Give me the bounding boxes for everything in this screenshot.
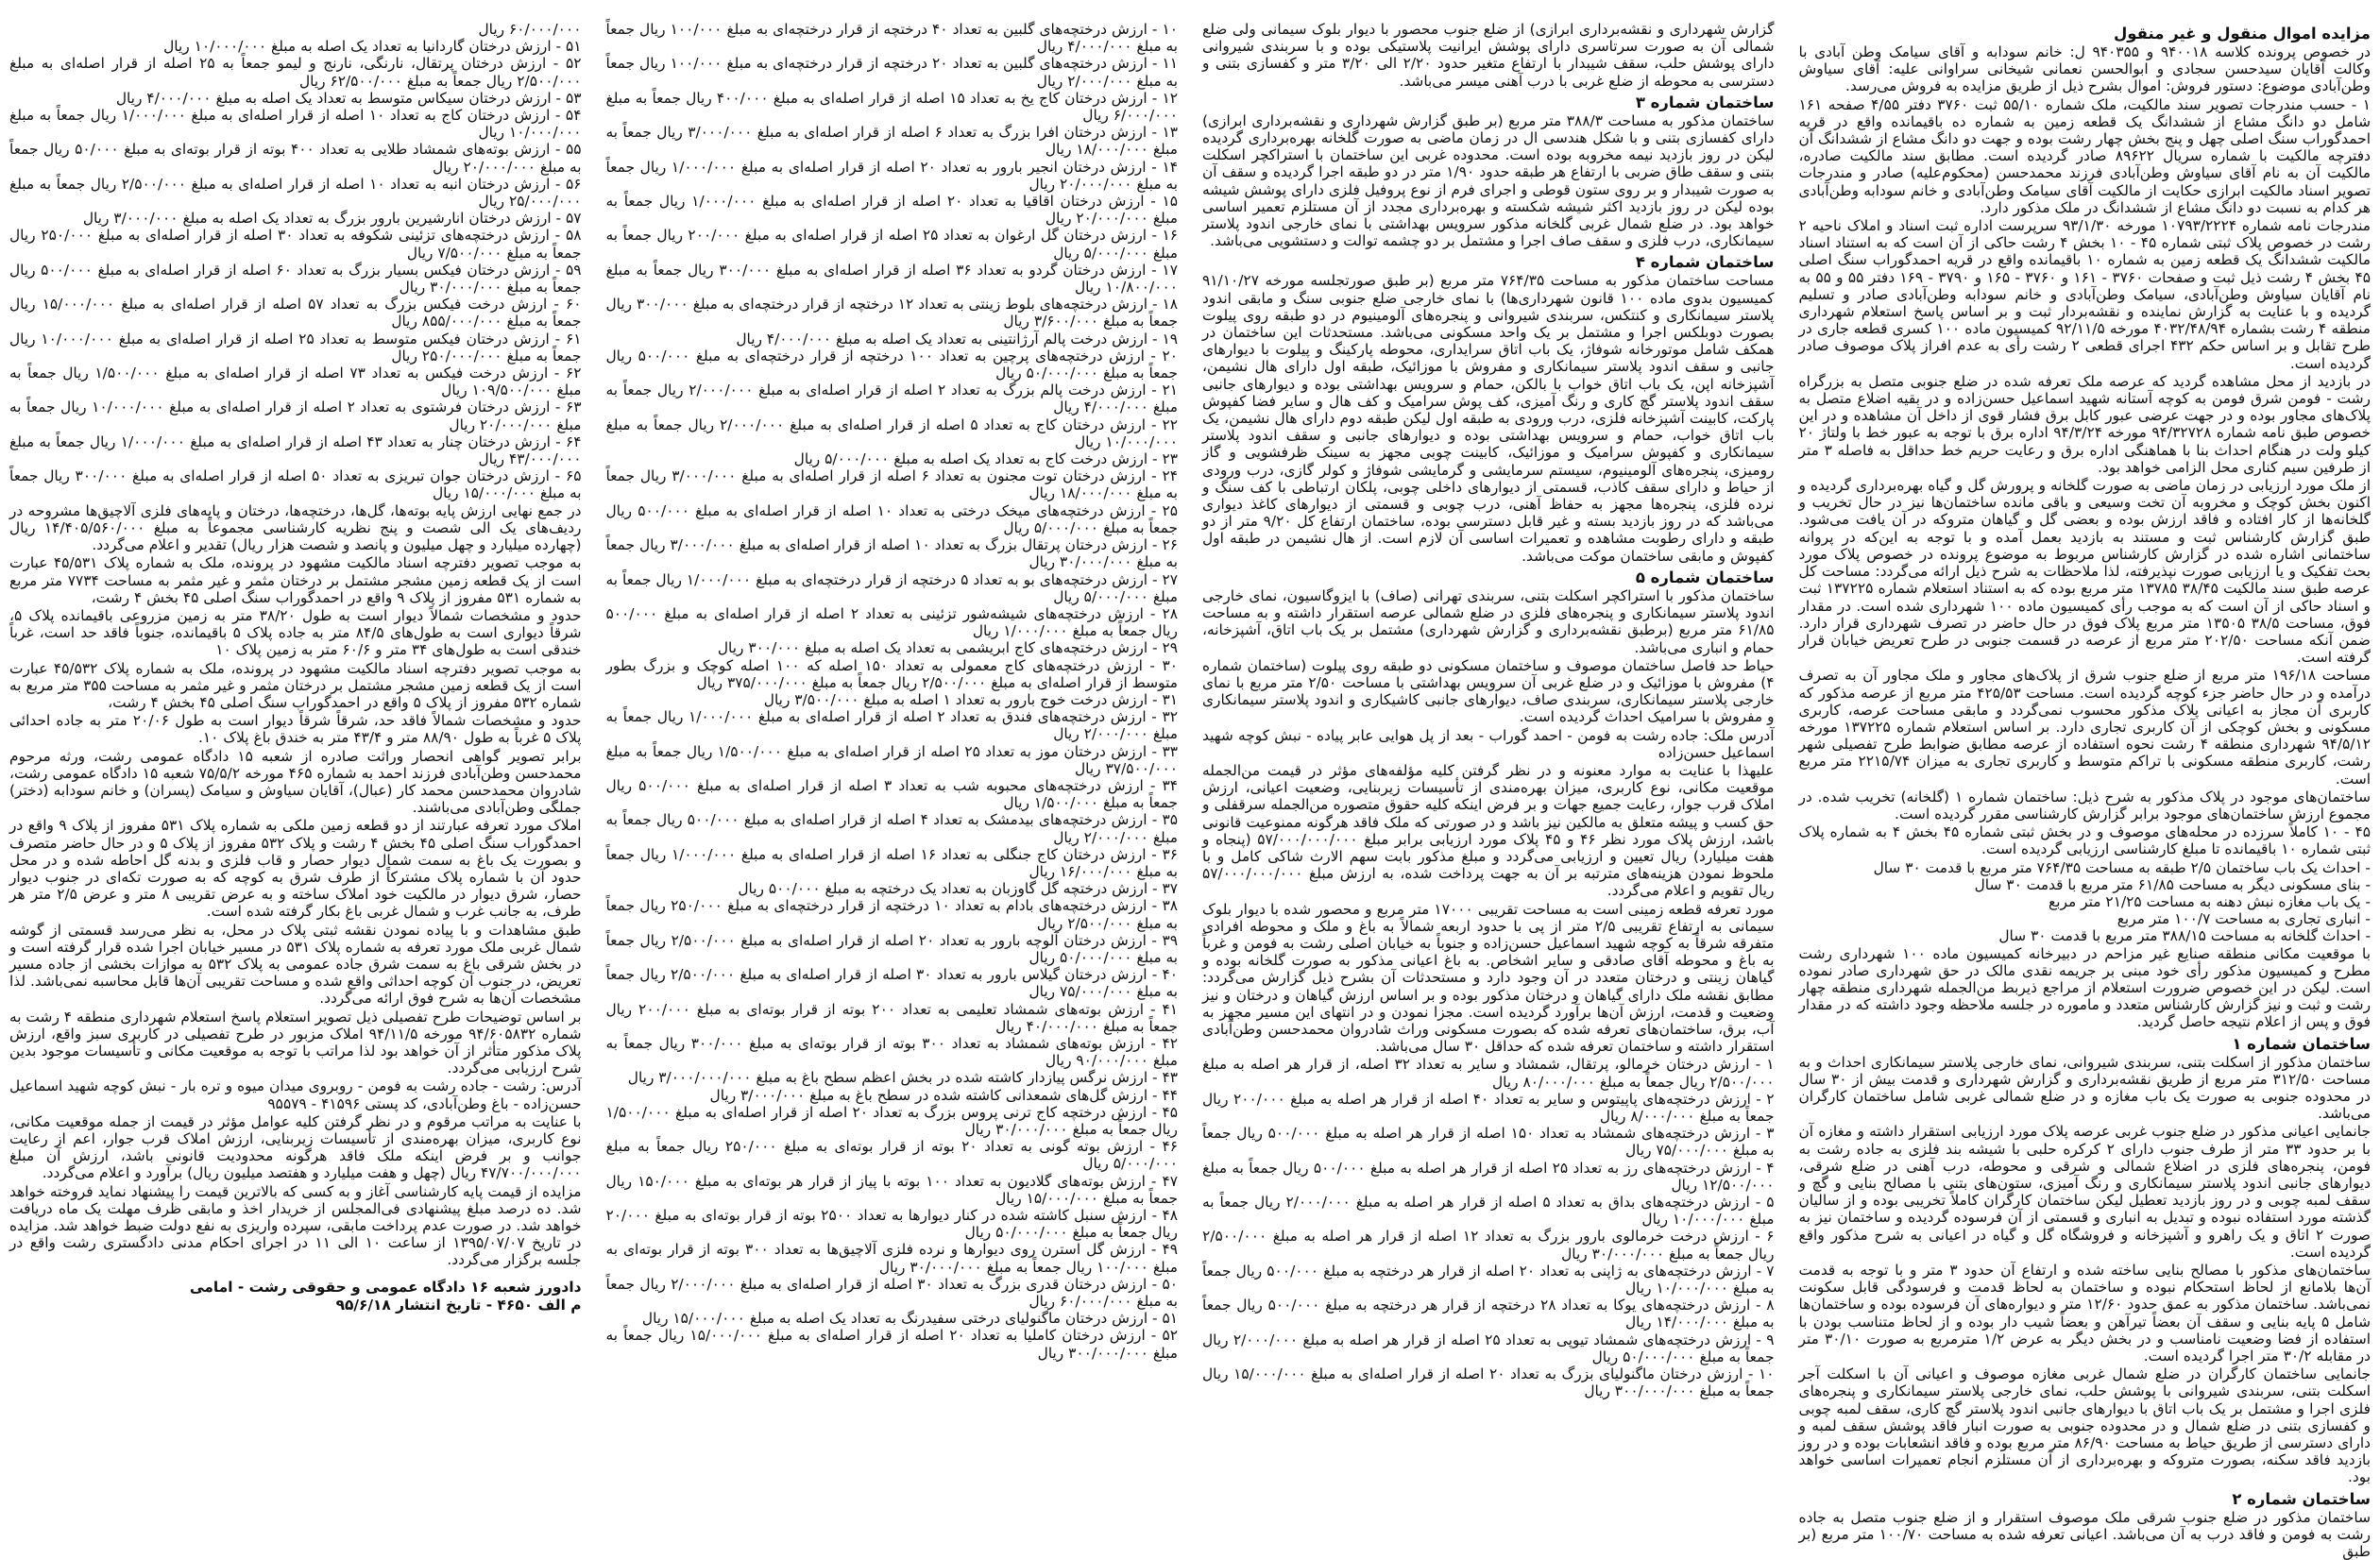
section-heading: ساختمان شماره ۱ [2232,1034,2371,1053]
list-item: ۶۲ - ارزش درخت فیکس به تعداد ۷۳ اصله از قرار اصله‌ای به مبلغ ۱/۵۰۰/۰۰۰ ریال جمعاً به مبلغ ۱۰۹/۵۰۰/۰۰۰ ریال [9,365,582,399]
list-item: ۳۸ - ارزش درختچه‌های بادام به تعداد ۱۰ درختچه از قرار درختچه‌ای به مبلغ ۲۵۰/۰۰۰ ریال جمعاً به مبلغ ۲/۵۰۰/۰۰۰ ریال [605,897,1179,932]
list-item: ۱۳ - ارزش درختان افرا بزرگ به تعداد ۶ اصله از قرار اصله‌ای به مبلغ ۳/۰۰۰/۰۰۰ ریال جمعاً به مبلغ ۱۸/۰۰۰/۰۰۰ ریال [605,124,1178,159]
paragraph: به موجب تصویر دفترچه اسناد مالکیت مشهود در پرونده، ملک به شماره پلاک ۴۵/۵۳۲ عبارت است از یک قطعه زمین مشجر مشتمل بر درختان مثمر و غیر مثمر به مساحت ۳۵۵ متر مربع به شماره ۵۳۲ مفروز از پلاک ۵ واقع در احمدگوراب سنگ اصلی ۴۵ بخش ۴ رشت، [9,659,582,711]
signature-line: دادورز شعبه ۱۶ دادگاه عمومی و حقوقی رشت - امامی [189,1278,582,1296]
paragraph: ساختمان‌های موجود در پلاک مذکور به شرح ذیل: ساختمان شماره ۱ (گلخانه) تخریب شده. در مجموع ارزش ساختمان‌های موجود برابر گزارش کارشناسی مقرر گردیده است. [1798,788,2372,822]
list-item: ۹ - ارزش درختچه‌های شمشاد تیوپی به تعداد ۲۵ اصله از قرار هر اصله به مبلغ ۲/۰۰۰/۰۰۰ ریال جمعاً به مبلغ ۵۰/۰۰۰/۰۰۰ ریال [1202,1331,1775,1365]
paragraph: ۴۵ - ۱۰ کاملاً سرزده در محله‌های موصوف و در بخش ثبتی شماره ۴۵ بخش ۴ به شماره پلاک ثبتی شماره ۱۰ باقیمانده تا مبلغ کارشناسی ارزیابی گردیده است. [1798,823,2372,858]
list-item: ۵۴ - ارزش درختان کاج به تعداد ۱۰ اصله از قرار اصله‌ای به مبلغ ۱/۰۰۰/۰۰۰ ریال جمعاً به مبلغ ۱۰/۰۰۰/۰۰۰ ریال [9,107,582,142]
list-item: ۵۷ - ارزش درختان انارشیرین بارور بزرگ به تعداد یک اصله به مبلغ ۳/۰۰۰/۰۰۰ ریال [82,210,582,228]
list-item: ۳ - ارزش درختچه‌های شمشاد به تعداد ۱۵۰ اصله از قرار هر اصله به مبلغ ۵۰۰/۰۰۰ ریال جمعاً به مبلغ ۷۵/۰۰۰/۰۰۰ ریال [1202,1125,1775,1160]
section-heading: مزایده اموال منقول و غیر منقول [2113,25,2371,42]
list-item: ۲۵ - ارزش درختچه‌های میخک درختی به تعداد ۱۰ اصله از قرار اصله‌ای به مبلغ ۵۰۰/۰۰۰ ریال جمعاً به مبلغ ۵/۰۰۰/۰۰۰ ریال [605,501,1178,536]
list-item: ۶۳ - ارزش درختان فرشتوی به تعداد ۲ اصله از قرار اصله‌ای به مبلغ ۱۰/۰۰۰/۰۰۰ ریال جمعاً به مبلغ ۲۰/۰۰۰/۰۰۰ ریال [9,398,582,433]
list-item: ۴۵ - ارزش درختچه کاج ترنی پروس بزرگ به تعداد ۲۰ اصله از قرار اصله‌ای به مبلغ ۱/۵۰۰/۰۰۰ ریال جمعاً به مبلغ ۳۰/۰۰۰/۰۰۰ ریال [605,1103,1178,1138]
list-item: ۴۶ - ارزش بوته گونی به تعداد ۲۰ بوته از قرار بوته‌ای به مبلغ ۲۵۰/۰۰۰ ریال جمعاً به مبلغ ۵/۰۰۰/۰۰۰ ریال [605,1138,1178,1173]
item-list [9,21,582,502]
column-1 [1798,21,2372,1560]
column-3 [606,21,1179,1455]
list-item: ۳۱ - ارزش درخت خوج بارور به تعداد ۱ اصله به مبلغ ۳/۵۰۰/۰۰۰ ریال [763,690,1178,708]
paragraph: در خصوص پرونده کلاسه ۹۴۰۰۱۸ و ۹۴۰۳۵۵ ل: خانم سودابه و آقای سیامک وطن آبادی با وکالت آقایان سیدحسن سجادی و ابوالحسن نعمانی شیخانی سراوانی علیه: آقای سیاوش وطن‌آبادی موضوع: دستور فروش: اموال بشرح ذیل از طریق مزایده به فروش می‌رسد. [1798,43,2371,95]
list-item: ۱۹ - ارزش درخت پالم آرژانتینی به تعداد یک اصله به مبلغ ۴/۰۰۰/۰۰۰ ریال [736,330,1178,348]
paragraph: مزایده از قیمت پایه کارشناسی آغاز و به کسی که بالاترین قیمت را پیشنهاد نماید فروخته خواهد شد. ده درصد مبلغ پیشنهادی فی‌المجلس از خریدار اخذ و مابقی ظرف مهلت یک ماه دریافت خواهد شد. در صورت عدم پرداخت مابقی، سپرده واریزی به نفع دولت ضبط خواهد شد. مزایده در تاریخ ۱۳۹۵/۰۷/۰۷ از ساعت ۱۰ الی ۱۱ در اجرای احکام مدنی دادگستری رشت واقع در جلسه برگزار می‌گردد. [9,1182,582,1269]
list-item: ۵۶ - ارزش درختان انبه به تعداد ۱۰ اصله از قرار اصله‌ای به مبلغ ۲/۵۰۰/۰۰۰ ریال جمعاً به مبلغ ۲۵/۰۰۰/۰۰۰ ریال [9,175,582,211]
list-item: ۶۵ - ارزش درختان جوان تبریزی به تعداد ۵۰ اصله از قرار اصله‌ای به مبلغ ۳۰۰/۰۰۰ ریال جمعاً به مبلغ ۱۵/۰۰۰/۰۰۰ ریال [9,467,582,502]
column-2 [1202,21,1775,1455]
list-item: ۴۰ - ارزش درختان گیلاس بارور به تعداد ۳۰ اصله از قرار اصله‌ای به مبلغ ۲/۵۰۰/۰۰۰ ریال جمعاً به مبلغ ۷۵/۰۰۰/۰۰۰ ریال [605,966,1179,1001]
list-item: - احداث گلخانه به مساحت ۳۸۸/۱۵ متر مربع با قدمت ۳۰ سال [1998,927,2371,945]
section-heading: ساختمان شماره ۲ [2232,1489,2371,1508]
list-item: ۶۱ - ارزش درختان فیکس متوسط به تعداد ۲۵ اصله از قرار اصله‌ای به مبلغ ۱۰/۰۰۰/۰۰۰ ریال جمعاً به مبلغ ۲۵۰/۰۰۰/۰۰۰ ریال [9,330,582,365]
paragraph: برابر تصویر گواهی انحصار وراثت صادره از شعبه ۱۵ دادگاه عمومی رشت، ورثه مرحوم محمدحسن وطن‌آبادی فرزند احمد به شماره ۴۶۵ مورخه ۷۵/۵/۲ شعبه ۱۵ دادگاه عمومی رشت، شادروان محمدحسن محمد کار (عبال)، آقایان سیاوش و سیامک (پسران) و خانم سودابه (دختر) جملگی وطن‌آبادی می‌باشند. [9,747,582,817]
list-item: ۲ - ارزش درختچه‌های پاپیتوس و سایر به تعداد ۴۰ اصله از قرار هر اصله به مبلغ ۲۰۰/۰۰۰ ریال جمعاً به مبلغ ۸/۰۰۰/۰۰۰ ریال [1202,1090,1775,1125]
list-item: ۵۵ - ارزش بوته‌های شمشاد طلایی به تعداد ۴۰۰ بوته از قرار بوته‌ای به مبلغ ۵۰/۰۰۰ ریال جمعاً به مبلغ ۲۰/۰۰۰/۰۰۰ ریال [9,141,582,176]
list-item: ۴۴ - ارزش گل‌های شمعدانی کاشته شده در سطح باغ به مبلغ ۳/۰۰۰/۰۰۰ ریال [709,1086,1178,1104]
section-heading: ساختمان شماره ۵ [1635,568,1775,586]
paragraph: مساحت ۱۹۶/۱۸ متر مربع از ضلع جنوب شرق از پلاک‌های مجاور و ملک مجاور آن به تصرف درآمده و در حال حاضر جزء کوچه گردیده است. مساحت ۴۲۵/۵۳ متر مربع از عرصه مذکور که کاربری آن مجاز به اعیانی پلاک مذکور محسوب نمی‌گردد و مابقی مساحت عرصه، کاربری مسکونی و بخش کوچکی از آن کاربری تجاری دارد. بر اساس استعلام شماره ۱۳۷۲۲۵ مورخه ۹۴/۵/۱۲ شهرداری منطقه ۴ رشت نحوه استفاده از عرصه مطابق ضوابط طرح تفصیلی شهر رشت، کاربری منطقه مسکونی با تراکم متوسط و کاربری تجاری به میزان ۲۲۱۵/۷۴ متر مربع است. [1798,667,2372,788]
list-item: ۲۸ - ارزش درختچه‌های شیشه‌شور تزئینی به تعداد ۲ اصله از قرار اصله‌ای به مبلغ ۵۰۰/۰۰۰ ریال جمعاً به مبلغ ۱/۰۰۰/۰۰۰ ریال [605,604,1178,640]
list-item: - انباری تجاری به مساحت ۱۰۰/۷ متر مربع [2116,910,2371,928]
list-item: ۵۸ - ارزش درختچه‌های تزئینی شکوفه به تعداد ۳۰ اصله از قرار اصله‌ای به مبلغ ۲۵۰/۰۰۰ ریال جمعاً به مبلغ ۷/۵۰۰/۰۰۰ ریال [9,227,582,262]
list-item: ۴۸ - ارزش سنبل کاشته شده در کنار دیوارها به تعداد ۲۵۰۰ بوته از قرار بوته‌ای به مبلغ ۲۰/۰۰۰ ریال جمعاً به مبلغ ۵۰/۰۰۰/۰۰۰ ریال [605,1207,1178,1242]
list-item: ۸ - ارزش درختچه‌های یوکا به تعداد ۲۸ درختچه از قرار هر درختچه به مبلغ ۵۰۰/۰۰۰ ریال جمعاً به مبلغ ۱۴/۰۰۰/۰۰۰ ریال [1202,1297,1775,1331]
list-item: ۱۰ - ارزش درختان ماگنولیای بزرگ به تعداد ۲۰ اصله از قرار اصله‌ای به مبلغ ۱۵/۰۰۰/۰۰۰ ریال جمعاً به مبلغ ۳۰۰/۰۰۰/۰۰۰ ریال [1202,1365,1775,1400]
list-item: ۵۳ - ارزش درختان سیکاس متوسط به تعداد یک اصله به مبلغ ۴/۰۰۰/۰۰۰ ریال [115,89,582,107]
list-item: ۳۷ - ارزش درختچه گل گاوزبان به تعداد یک درختچه به مبلغ ۵۰۰/۰۰۰ ریال [738,880,1178,898]
paragraph: آدرس ملک: جاده رشت به فومن - احمد گوراب - بعد از پل هوایی عابر پیاده - نبش کوچه شهید اسماعیل حسن‌زاده [1202,726,1775,761]
list-item: ۳۹ - ارزش درختان آلوچه بارور به تعداد ۲۰ اصله از قرار اصله‌ای به مبلغ ۲/۵۰۰/۰۰۰ ریال جمعاً به مبلغ ۵۰/۰۰۰/۰۰۰ ریال [605,931,1178,966]
paragraph: بر اساس توضیحات طرح تفصیلی ذیل تصویر استعلام پاسخ استعلام شهرداری منطقه ۴ رشت به شماره ۹۴/۶۰۵۸۳۲ مورخه ۹۴/۱۱/۵ املاک مزبور در طرح تفصیلی در کاربری سبز واقع، ارزش پلاک مذکور متأثر از آن خواهد بود لذا مراتب با توجه به موقعیت مکانی و تأسیسات موجود بدین شرح ارزیابی می‌گردد. [9,1008,582,1077]
list-item: ۶۰/۰۰۰/۰۰۰ ریال [478,21,582,38]
list-item: ۴۷ - ارزش بوته‌های گلادیون به تعداد ۱۰۰ بوته با پیاز از قرار هر بوته‌ای به مبلغ ۱۵۰/۰۰۰ ریال جمعاً به مبلغ ۱۵/۰۰۰/۰۰۰ ریال [605,1172,1178,1207]
section-heading: ساختمان شماره ۴ [1635,253,1775,272]
list-item: ۶۴ - ارزش درختان چنار به تعداد ۴۳ اصله از قرار اصله‌ای به مبلغ ۱/۰۰۰/۰۰۰ ریال جمعاً به مبلغ ۴۳/۰۰۰/۰۰۰ ریال [9,432,582,468]
list-item: ۱۴ - ارزش درختان انجیر بارور به تعداد ۲۰ اصله از قرار اصله‌ای به مبلغ ۱/۰۰۰/۰۰۰ ریال جمعاً به مبلغ ۲۰/۰۰۰/۰۰۰ ریال [605,158,1178,193]
paragraph: ساختمان مذکور به مساحت ۳۸۸/۳ متر مربع (بر طبق گزارش شهرداری و نقشه‌برداری ابرازی) دارای کفسازی بتنی و با شکل هندسی ال در زمان ماضی به صورت گلخانه بهره‌برداری گردیده لیکن در روز بازدید نیمه مخروبه بوده است. محدوده غربی این ساختمان با استراکچر اسکلت بتنی و سقف طاق ضربی با ارتفاع هر طبقه حدود ۱/۹۰ متر در دو طبقه اجرا گردیده و سقف آن به صورت شیبدار و بر روی ستون قوطی و اجرای فرم از نوع پروفیل فلزی دارای پوشش شیشه بوده لیکن در روز بازدید اکثر شیشه شکسته و بهره‌برداری مجدد از آن مستلزم تعمیر اساسی خواهد بود. در ضلع شمال غربی گلخانه مذکور سرویس بهداشتی با نمای خارجی اندود پلاستر سیمانکاری، درب فلزی و سقف صاف اجرا و مشتمل بر دو چشمه توالت و دستشویی می‌باشد. [1202,111,1775,250]
list-item: ۵۱ - ارزش درختان ماگنولیای درختی سفیدرنگ به تعداد یک اصله به مبلغ ۱۵/۰۰۰/۰۰۰ ریال [641,1310,1178,1328]
paragraph: حدود و مشخصات شمالاً فاقد حد، شرقاً شرقاً دیوار است به طول ۲۰/۰۶ متر به جاده احدائی پلاک ۵ غرباً به طول ۸۸/۹۰ متر و ۴۳/۴ متر به خندق باغ پلاک ۱۰. [9,712,582,747]
list-item: ۷ - ارزش درختچه‌های به ژاپنی به تعداد ۲۰ اصله از قرار هر درختچه به مبلغ ۵۰۰/۰۰۰ ریال جمعاً به مبلغ ۱۰/۰۰۰/۰۰۰ ریال [1202,1262,1775,1297]
paragraph: جانمایی ساختمان کارگران در ضلع شمال غربی مغازه موصوف و اعیانی آن با اسکلت آجر اسکلت بتنی، سربندی شیروانی با پوشش حلب، نمای خارجی پلاستر سیمانکاری و پنجره‌های فلزی اجرا و مشتمل بر یک باب اتاق با دیوارهای جانبی اندود پلاستر گچ کاری، سقف لمبه چوبی و کفسازی بتنی در ضلع شمال و در محدوده جنوبی به صورت انبار فاقد پوشش سقف لمبه و دارای دسترسی از طریق حیاط به مساحت ۸۶/۹۰ متر مربع بوده و فاقد انشعابات بوده و در روز بازدید فاقد سکنه، بصورت متروکه و بهره‌برداری از آن مستلزم انجام تعمیرات اساسی خواهد بود. [1798,1365,2371,1486]
list-item: - بنای مسکونی دیگر به مساحت ۶۱/۸۵ متر مربع با قدمت ۳۰ سال [1974,875,2371,893]
list-item: ۲۶ - ارزش درختان پرتقال بزرگ به تعداد ۱۰ اصله از قرار اصله‌ای به مبلغ ۳/۰۰۰/۰۰۰ ریال جمعاً به مبلغ ۳۰/۰۰۰/۰۰۰ ریال [605,536,1178,571]
item-list [606,21,1179,1362]
list-item: ۴۳ - ارزش نرگس پیازدار کاشته شده در بخش اعظم سطح باغ به مبلغ ۳/۰۰۰/۰۰۰/۰۰۰ ریال [627,1069,1178,1087]
item-list [1799,859,2372,945]
paragraph: ساختمان مذکور از اسکلت بتنی، سربندی شیروانی، نمای خارجی پلاستر سیمانکاری احداث و به مساحت ۳۱۲/۵۰ متر مربع از طریق نقشه‌برداری و گزارش شهرداری و قدمت بیش از ۳۰ سال در محدوده جنوبی به صورت یک باب مغازه و در ضلع شمالی غربی شامل ساختمان کارگران می‌باشد. [1798,1053,2371,1123]
paragraph: با موقعیت مکانی منطقه صنایع غیر مزاحم در دبیرخانه کمیسیون ماده ۱۰۰ شهرداری رشت مطرح و کمیسیون مذکور رأی خود مبنی بر جریمه نقدی مالک در حق شهرداری صادر نموده است. لیکن در این خصوص ضرورت استعلام از مراجع ذیربط من‌الجمله شهرداری منطقه چهار رشت و ثبت و نیز گزارش کارشناس متعدد و ماموره در جلسه ملاحظه وجود داشته که در مقدار فوق و پس از اعلام نتیجه حاصل گردید. [1798,944,2371,1031]
paragraph: ساختمان مذکور با استراکچر اسکلت بتنی، سربندی تهرانی (صاف) با ایزوگاسیون، نمای خارجی اندود پلاستر سیمانکاری و پنجره‌های فلزی در ضلع شمالی عرصه استقرار داشته و به مساحت ۶۱/۸۵ متر مربع (برطبق نقشه‌برداری و گزارش شهرداری) مشتمل بر یک باب اتاق، آشپزخانه، حمام و انباری می‌باشد. [1202,586,1775,656]
list-item: ۵۱ - ارزش درختان گاردانیا به تعداد یک اصله به مبلغ ۱۰/۰۰۰/۰۰۰ ریال [163,38,582,56]
paragraph: با عنایت به مراتب مرقوم و در نظر گرفتن کلیه عوامل مؤثر در قیمت از جمله موقعیت مکانی، نوع کاربری، میزان بهره‌مندی از تأسیسات زیربنایی، ارزش املاک قرب جوار، اعم از رعایت جوانب و بر فرض اینکه ملک فاقد هرگونه محدودیت قانونی باشد، ارزش آن مبلغ ۴۷/۷۰۰/۰۰۰/۰۰۰ ریال (چهل و هفت میلیارد و هفتصد میلیون ریال) برآورد و اعلام می‌گردد. [9,1112,582,1182]
list-item: ۲۱ - ارزش درخت پالم بزرگ به تعداد ۲ اصله از قرار اصله‌ای به مبلغ ۲/۰۰۰/۰۰۰ ریال جمعاً به مبلغ ۴/۰۰۰/۰۰۰ ریال [605,382,1178,416]
list-item: ۱۸ - ارزش درختچه‌های بلوط زینتی به تعداد ۱۲ درختچه از قرار درختچه‌ای به مبلغ ۳۰۰/۰۰۰ ریال جمعاً به مبلغ ۳/۶۰۰/۰۰۰ ریال [605,296,1179,331]
list-item: ۳۴ - ارزش درختچه‌های محبوبه شب به تعداد ۳ اصله از قرار اصله‌ای به مبلغ ۵۰۰/۰۰۰ ریال جمعاً به مبلغ ۱/۵۰۰/۰۰۰ ریال [605,776,1179,812]
list-item: ۶۰ - ارزش درخت فیکس بزرگ به تعداد ۵۷ اصله از قرار اصله‌ای به مبلغ ۱۵/۰۰۰/۰۰۰ ریال جمعاً به مبلغ ۸۵۵/۰۰۰/۰۰۰ ریال [9,296,582,331]
paragraph: گزارش شهرداری و نقشه‌برداری ابرازی) از ضلع جنوب محصور با دیوار بلوک سیمانی ولی ضلع شمالی آن به صورت سرتاسری دارای پوشش ایرانیت پلاستیکی بوده و با سربندی شیروانی دارای پوشش حلب، سقف شیبدار با ارتفاع متغیر حدود ۲/۲۰ الی ۳/۲۰ متر و کفسازی بتنی و دسترسی به محوطه از ضلع غربی با درب آهنی میسر می‌باشد. [1202,21,1775,90]
paragraph: مندرجات نامه شماره ۱۰۷۹۳/۲۲۲۴ مورخه ۹۳/۱/۳۰ سرپرست اداره ثبت اسناد و املاک ناحیه ۲ رشت در خصوص پلاک ثبتی شماره ۴۵ - ۱۰ بخش ۴ رشت حاکی از آن است که به استناد اسناد مالکیت ششدانگ یک قطعه زمین به شماره ۱۰ باقیمانده واقع در قریه احمدگوراب سنگ اصلی ۴۵ بخش ۴ رشت ذیل ثبت و صفحات ۳۷۶۰ - ۱۶۱ و ۳۷۶۰ - ۱۶۵ و ۳۷۹۰ - ۱۶۹ دفتر ۵۵ و ۵۵ به نام آقایان سیاوش وطن‌آبادی، سیامک وطن‌آبادی و خانم سودابه وطن‌آبادی صادر و تسلیم گردیده و با عنایت به گزارش نماینده و نقشه‌بردار ثبت و بر اساس پاسخ استعلام شهرداری منطقه ۴ رشت بشماره ۴۰۳۲/۴۸/۹۴ مورخه ۹۲/۱۱/۵ کمیسیون ماده ۱۰۰ کسری قطعه جاری در طرح تقابل و بر اساس حکم ۴۳۲ اجرای قطعی ۲ رشت رأی به عدم افراز پلاک موصوف صادر گردیده است. [1798,217,2372,372]
list-item: ۴ - ارزش درختچه‌های رز به تعداد ۲۵ اصله از قرار هر اصله به مبلغ ۵۰۰/۰۰۰ ریال جمعاً به مبلغ ۱۲/۵۰۰/۰۰۰ ریال [1202,1159,1775,1194]
list-item: ۳۰ - ارزش درختچه‌های کاج معمولی به تعداد ۱۵۰ اصله که ۱۰۰ اصله کوچک و بزرگ بطور متوسط از قرار اصله‌ای به مبلغ ۲/۵۰۰/۰۰۰ ریال جمعاً به مبلغ ۳۷۵/۰۰۰/۰۰۰ ریال [605,656,1178,691]
paragraph: حدود و مشخصات شمالاً دیوار است به طول ۳۸/۲۰ متر به زمین مزروعی باقیمانده پلاک ۵، شرقاً دیواری است به طول‌های ۸۴/۵ متر به جاده پلاک ۵ باقیمانده، جنوباً فاقد حد است، غرباً خندقی است به طول‌های ۳۴ متر و ۶۰/۶ متر به زمین پلاک ۱۰ [9,606,582,659]
paragraph: املاک مورد تعرفه عبارتند از دو قطعه زمین ملکی به شماره پلاک ۵۳۱ مفروز از پلاک ۹ واقع در احمدگوراب سنگ اصلی ۴۵ بخش ۴ رشت و پلاک ۵۳۲ مفروز از پلاک ۵ و در حال حاضر متصرف و بصورت یک باغ به سمت شمال دیوار حصار و قاب فلزی و بدنه گل احاطه شده و در محل حدود آن با شماره پلاک مشترکاً از طرف شرق به کوچه که به صورت تکه‌ای در جنوب دیوار حصار، شرق دیوار در مالکیت خود املاک ساخته و به عرض تقریبی ۸ متر و عرض ۲/۵ متر هر طرف، به جانب غرب و شمال غربی باغ بکار گرفته شده است. [9,817,582,921]
list-item: ۱۰ - ارزش درختچه‌های گلبین به تعداد ۴۰ درختچه از قرار درختچه‌ای به مبلغ ۱۰۰/۰۰۰ ریال جمعاً به مبلغ ۴/۰۰۰/۰۰۰ ریال [605,21,1178,56]
list-item: ۲۴ - ارزش درختان توت مجنون به تعداد ۶ اصله از قرار اصله‌ای به مبلغ ۳/۰۰۰/۰۰۰ ریال جمعاً به مبلغ ۱۸/۰۰۰/۰۰۰ ریال [605,467,1178,502]
list-item: ۲۲ - ارزش درختان کاج به تعداد ۵ اصله از قرار اصله‌ای به مبلغ ۲/۰۰۰/۰۰۰ ریال جمعاً به مبلغ ۱۰/۰۰۰/۰۰۰ ریال [605,415,1178,450]
list-item: ۳۵ - ارزش درختچه‌های بیدمشک به تعداد ۴ اصله از قرار اصله‌ای به مبلغ ۵۰۰/۰۰۰ ریال جمعاً به مبلغ ۲/۰۰۰/۰۰۰ ریال [605,811,1178,846]
list-item: ۴۲ - ارزش بوته‌های شمشاد به تعداد ۳۰۰ بوته از قرار بوته‌ای به مبلغ ۳۰۰/۰۰۰ ریال جمعاً به مبلغ ۹۰/۰۰۰/۰۰۰ ریال [605,1034,1178,1070]
list-item: ۵۲ - ارزش درختان پرتقال، نارنگی، نارنج و لیمو جمعاً به ۲۵ اصله از قرار اصله‌ای به مبلغ ۲/۵۰۰/۰۰۰ ریال جمعاً به مبلغ ۶۲/۵۰۰/۰۰۰ ریال [9,55,582,90]
paragraph: آدرس: رشت - جاده رشت به فومن - روبروی میدان میوه و تره بار - نبش کوچه شهید اسماعیل حسن‌زاده - باغ وطن‌آبادی، کد پستی ۴۱۵۹۶ - ۹۵۵۷۹ [9,1077,582,1112]
publication-info: م الف ۴۶۵۰ - تاریخ انتشار ۹۵/۶/۱۸ [335,1296,582,1314]
list-item: ۲۳ - ارزش درخت کاج به تعداد یک اصله به مبلغ ۵/۰۰۰/۰۰۰ ریال [793,450,1178,468]
list-item: ۶ - ارزش درخت خرمالوی بارور بزرگ به تعداد ۱۲ اصله از قرار هر اصله به مبلغ ۲/۵۰۰/۰۰۰ ریال جمعاً به مبلغ ۳۰/۰۰۰/۰۰۰ ریال [1202,1228,1775,1263]
list-item: ۵۹ - ارزش درختان فیکس بسیار بزرگ به تعداد ۶۰ اصله از قرار اصله‌ای به مبلغ ۵۰۰/۰۰۰ ریال جمعاً به مبلغ ۳۰/۰۰۰/۰۰۰ ریال [9,261,582,297]
paragraph: ساختمان مذکور در ضلع جنوب شرقی ملک موصوف استقرار و از ضلع جنوب متصل به جاده رشت به فومن و فاقد درب به آن می‌باشد. اعیانی تعرفه شده به مساحت ۱۰۰/۷۰ متر مربع (بر طبق [1798,1508,2371,1560]
paragraph: ساختمان‌های مذکور با مصالح بنایی ساخته شده و ارتفاع آن حدود ۳ متر و با توجه به قدمت آن‌ها بلامانع از لحاظ استحکام نبوده و ساختمان به لحاظ قدمت و فرسودگی قابل سکونت نمی‌باشد. ساختمان مذکور به عمق حدود ۱۲/۶۰ متر و دیواره‌های آن فرسوده بوده و ساختمان‌ها شامل ۵ پایه بنایی و سقف آن بعضاً تیرآهن و بعضاً شیب دار بوده و از لحاظ متناسب بودن با استفاده از فضا وضعیت نامناسب و در بخش دیگر به عرض ۱/۲ مترمربع به صورت ۳۰/۱۰ متر در مقابله ۳۰/۲ متر اجرا گردیده است. [1798,1262,2372,1365]
list-item: ۲۰ - ارزش درختچه‌های پرچین به تعداد ۱۰۰ درختچه از قرار درختچه‌ای به مبلغ ۵۰۰/۰۰۰ ریال جمعاً به مبلغ ۵۰/۰۰۰/۰۰۰ ریال [605,347,1178,382]
list-item: ۲۷ - ارزش درختچه‌های بو به تعداد ۵ درختچه از قرار درختچه‌ای به مبلغ ۱/۰۰۰/۰۰۰ ریال جمعاً به مبلغ ۵/۰۰۰/۰۰۰ ریال [605,570,1179,605]
paragraph: طبق مشاهدات و با پیاده نمودن نقشه ثبتی پلاک در محل، به نظر می‌رسد قسمتی از گوشه شمال غربی ملک مورد تعرفه به شماره پلاک ۵۳۱ در مسیر خیابان اجرا شده قرار گرفته است و در بخش شرقی باغ به سمت شرق جاده عمومی به پلاک ۵۳۲ به موازات بخشی از جاده مسیر تعریض، در جنوب آن کوچه احداثی واقع شده و مساحت تقریبی آن‌ها قابل محاسبه نمی‌باشد. لذا مشخصات آن‌ها به شرح فوق ارائه می‌گردد. [9,921,582,1008]
list-item: ۱ - ارزش درختان خرمالو، پرتقال، شمشاد و سایر به تعداد ۳۲ اصله، از قرار هر اصله به مبلغ ۲/۵۰۰/۰۰۰ ریال جمعاً به مبلغ ۸۰/۰۰۰/۰۰۰ ریال [1202,1056,1775,1091]
list-item: ۱۵ - ارزش درختان اقاقیا به تعداد ۲۰ اصله از قرار اصله‌ای به مبلغ ۱/۰۰۰/۰۰۰ ریال جمعاً به مبلغ ۲۰/۰۰۰/۰۰۰ ریال [605,193,1178,228]
paragraph: به موجب تصویر دفترچه اسناد مالکیت مشهود در پرونده، ملک به شماره پلاک ۴۵/۵۳۱ عبارت است از یک قطعه زمین مشجر مشتمل بر درختان مثمر و غیر مثمر به مساحت ۷۷۳۴ متر مربع به شماره ۵۳۱ مفروز از پلاک ۹ واقع در احمدگوراب سنگ اصلی ۴۵ بخش ۴ رشت، [9,554,582,606]
list-item: ۱۲ - ارزش درختان کاج یخ به تعداد ۱۵ اصله از قرار اصله‌ای به مبلغ ۴۰۰/۰۰۰ ریال جمعاً به مبلغ ۶/۰۰۰/۰۰۰ ریال [605,89,1178,125]
list-item: ۱۷ - ارزش درختان گردو به تعداد ۳۶ اصله از قرار اصله‌ای به مبلغ ۳۰۰/۰۰۰ ریال جمعاً به مبلغ ۱۰/۸۰۰/۰۰۰ ریال [605,261,1178,297]
list-item: ۵۰ - ارزش درختان قدری بزرگ به تعداد ۳۰ اصله از قرار اصله‌ای به مبلغ ۲/۰۰۰/۰۰۰ ریال جمعاً به مبلغ ۶۰/۰۰۰/۰۰۰ ریال [605,1275,1178,1311]
item-list [1202,1056,1775,1399]
list-item: ۴۹ - ارزش گل استرن روی دیوارها و نرده فلزی آلاچیق‌ها به تعداد ۳۰۰ بوته از قرار بوته‌ای به مبلغ ۱۰۰/۰۰۰ ریال جمعاً به مبلغ ۳۰/۰۰۰/۰۰۰ ریال [605,1241,1178,1276]
section-heading: ساختمان شماره ۳ [1635,93,1775,111]
column-4 [9,21,582,1455]
list-item: ۵ - ارزش درختچه‌های بداق به تعداد ۵ اصله از قرار هر اصله به مبلغ ۲/۰۰۰/۰۰۰ ریال جمعاً به مبلغ ۱۰/۰۰۰/۰۰۰ ریال [1202,1194,1775,1229]
list-item: ۳۳ - ارزش درختان موز به تعداد ۲۵ اصله از قرار اصله‌ای به مبلغ ۱/۵۰۰/۰۰۰ ریال جمعاً به مبلغ ۳۷/۵۰۰/۰۰۰ ریال [605,742,1178,777]
paragraph: از ملک مورد ارزیابی در زمان ماضی به صورت گلخانه و پرورش گل و گیاه بهره‌برداری گردیده و اکنون بخش کوچک و مخروبه آن تخت وسیعی و باقی مانده ساختمان‌ها نیز در حال تخریب و گلخانه‌ها از کار افتاده و فاقد ارزش بوده و بعضی گل و گیاهان متروکه در آن یافت می‌شود. طبق گزارش کارشناس ثبت و مستند به بازدید بعمل آمده و با توجه به این‌که در پروانه ساختمانی اشاره شده در گزارش کارشناس مربوط به موضوع پرونده در خصوص پلاک مورد بحث تفکیک و یا ارزیابی صورت نپذیرفته، لذا ملاحظات به شرح ذیل ارائه می‌گردد: مساحت کل عرصه طبق سند مالکیت ۳۸/۴۵ ۱۳۷۸۵ متر مربع بوده که به استناد استعلام شماره ۱۳۷۲۲۵ ثبت و اسناد حاکی از آن است که به موجب رأی کمیسیون ماده ۱۰۰ شهرداری شده است. در مقدار فوق، مساحت ۳۸/۵ ۱۳۵۰۵ متر مربع پلاک فوق در حال حاضر در تصرف شهرداری قرار دارد. ضمن آنکه مساحت ۲۰۲/۵۰ متر مربع از عرصه در قسمت جنوبی در طرح تعریض خیابان قرار گرفته است. [1798,477,2371,667]
list-item: ۳۶ - ارزش درختان کاج جنگلی به تعداد ۱۶ اصله از قرار اصله‌ای به مبلغ ۱/۰۰۰/۰۰۰ ریال جمعاً به مبلغ ۱۶/۰۰۰/۰۰۰ ریال [605,845,1178,880]
list-item: ۱۶ - ارزش درختان گل ارغوان به تعداد ۲۵ اصله از قرار اصله‌ای به مبلغ ۲۰۰/۰۰۰ ریال جمعاً به مبلغ ۵/۰۰۰/۰۰۰ ریال [605,227,1178,262]
paragraph: مساحت ساختمان مذکور به مساحت ۷۶۴/۳۵ متر مربع (بر طبق صورتجلسه مورخه ۹۱/۱۰/۲۷ کمیسیون بدوی ماده ۱۰۰ قانون شهرداری‌ها) با نمای خارجی ضلع جنوبی سنگ و مابقی اندود پلاستر سیمانکاری و کنتکس، سربندی شیروانی و پنجره‌های آلومینیوم در دو طبقه روی پیلوت بصورت دوبلکس اجرا و مشتمل بر یک واحد مسکونی می‌باشد. مستحدثات این ساختمان در همکف شامل موتورخانه شوفاژ، یک باب اتاق سرایداری، محوطه پارکینگ و پیلوت با دیوارهای جانبی و سقف اندود پلاستر سیمانکاری و مفروش با موزائیک، طبقه اول دارای هال نشیمن، آشپزخانه اپن، یک باب اتاق خواب با بالکن، حمام و سرویس بهداشتی بوده و دیوارهای جانبی سقف اندود پلاستر گچ کاری و رنگ آمیزی، کف پوش سرامیک و کف هال و سایر فضا کفپوش پارکت، کابینت آشپزخانه فلزی، درب ورودی به طبقه اول لیکن طبقه دوم دارای هال نشیمن، یک باب اتاق خواب، حمام و سرویس بهداشتی بوده و دیوارهای جانبی و سقف اندود پلاستر سیمانکاری و کفپوش سرامیک و موزائیک، کابینت چوبی مجهز به سینک ظرفشویی و گاز رومیزی، پنجره‌های آلومینیوم، سیستم سرمایشی و گرمایشی شوفاژ و کولر گازی، درب ورودی از حیاط و دارای سقف کاذب، قسمتی از دیوارهای داخلی چوبی، پلکان ارتباطی با کف سنگ و نرده فلزی، پنجره‌ها مجهز به حفاظ آهنی، درب چوبی و قسمتی از دیوارهای کاغذ دیواری می‌باشد که در روز بازدید بسته و غیر قابل دسترسی بوده، ساختمان ارتفاع کل ۹/۲۰ متر از دو طبقه و دارای رطوبت مشاهده و تعمیرات اساسی آن لازم است. از هال نشیمن در طبقه اول کفپوش و مابقی ساختمان موکت می‌باشد. [1202,272,1775,565]
paragraph: در بازدید از محل مشاهده گردید که عرصه ملک تعرفه شده در ضلع جنوبی متصل به بزرگراه رشت - فومن شرق فومن به کوچه آستانه شهید اسماعیل حسن‌زاده و در بقیه اضلاع متصل به پلاک‌های مجاور بوده و در جهت عرضی عبور کابل برق فشار قوی از داخل آن مشاهده و در این خصوص طبق نامه شماره ۹۴/۳۲۷۲۸ مورخه ۹۴/۳/۲۴ اداره برق با توجه به عبور خط با ولتاژ ۲۰ کیلو ولت در هنگام احداث بنا با هماهنگی اداره برق و رعایت حریم خط حداقل به فاصله ۳ متر از طرفین سیم کناری محل الزامی خواهد بود. [1798,372,2371,476]
list-item: - احداث یک باب ساختمان ۲/۵ طبقه به مساحت ۷۶۴/۳۵ متر مربع با قدمت ۳۰ سال [1873,858,2371,876]
paragraph: ۱ - حسب مندرجات تصویر سند مالکیت، ملک شماره ۵۵/۱۰ ثبت ۳۷۶۰ دفتر ۴/۵۵ صفحه ۱۶۱ شامل دو دانگ مشاع از ششدانگ یک قطعه زمین به شماره ده باقیمانده واقع در قریه احمدگوراب سنگ اصلی چهل و پنج بخش چهار رشت بوده و جهت دو دانگ مشاع از ششدانگ آن دفترچه مالکیت با شماره سریال ۸۹۶۲۲ صادر گردیده است. مطابق سند مالکیت صادره، مالکیت آن به نام آقای سیاوش وطن‌آبادی فرزند محمدحسن (محکوم‌علیه) صادر و مندرجات تصویر اسناد مالکیت ابرازی حکایت از مالکیت آقای سیامک وطن‌آبادی و خانم سودابه وطن‌آبادی هر کدام به نسبت دو دانگ مشاع از ششدانگ در ملک مذکور دارد. [1798,95,2372,216]
list-item: ۵۲ - ارزش درختان کاملیا به تعداد ۲۰ اصله از قرار اصله‌ای به مبلغ ۱۵/۰۰۰/۰۰۰ ریال جمعاً به مبلغ ۳۰۰/۰۰۰/۰۰۰ ریال [605,1327,1178,1362]
list-item: ۱۱ - ارزش درختچه‌های گلبین به تعداد ۲۰ درختچه از قرار درختچه‌ای به مبلغ ۱۰۰/۰۰۰ ریال جمعاً به مبلغ ۲/۰۰۰/۰۰۰ ریال [605,55,1178,90]
list-item: ۲۹ - ارزش درختچه‌های کاج ابریشمی به تعداد یک اصله به مبلغ ۳۰۰/۰۰۰ ریال [717,639,1178,657]
list-item: ۴۱ - ارزش بوته‌های شمشاد تعلیمی به تعداد ۲۰۰ بوته از قرار بوته‌ای به مبلغ ۲۰۰/۰۰۰ ریال جمعاً به مبلغ ۴۰/۰۰۰/۰۰۰ ریال [605,1000,1179,1035]
list-item: ۳۲ - ارزش درختچه‌های فندق به تعداد ۲ اصله از قرار اصله‌ای به مبلغ ۱/۰۰۰/۰۰۰ ریال جمعاً به مبلغ ۲/۰۰۰/۰۰۰ ریال [605,708,1178,743]
paragraph: علیهذا با عنایت به موارد معنونه و در نظر گرفتن کلیه مؤلفه‌های مؤثر در قیمت من‌الجمله موقعیت مکانی، نوع کاربری، میزان بهره‌مندی از تأسیسات زیربنایی، وضعیت اعیانی، ارزش املاک قرب جوار، رعایت جمیع جهات و بر فرض اینکه کلیه حقوق متصوره من‌الجمله سرقفلی و حق کسب و پیشه متعلق به مالکین نیز باشد و در صورتی که ملک فاقد هرگونه ممنوعیت قانونی باشد، ارزش پلاک مورد نظر ۴۶ و ۴۵ پلاک مورد ارزیابی برابر مبلغ ۵۷/۰۰۰/۰۰۰/۰۰۰ (پنجاه و هفت میلیارد) ریال تعیین و ارزیابی می‌گردد و مبلغ مذکور بابت سهم الارث شاکی کامل و با ملحوظ نمودن هزینه‌های مترتبه بر آن به جهت پرداخت شده، به ارزش مبلغ ۵۷/۰۰۰/۰۰۰/۰۰۰ ریال تقویم و اعلام می‌گردد. [1202,761,1775,900]
paragraph: مورد تعرفه قطعه زمینی است به مساحت تقریبی ۱۷۰۰۰ متر مربع و محصور شده با دیوار بلوک سیمانی به ارتفاع تقریبی ۲/۵ متر از پی با حدود اربعه شمالاً به باغ و ملک و محوطه افرادی متفرقه شرقاً به کوچه شهید اسماعیل حسن‌زاده و جنوباً به خیابان اصلی رشت به فومن و غرباً به باغ و محوطه آقای صادقی و سایر اشخاص. به باغ اعیانی مذکور به صورت گلخانه بوده و گیاهان زینتی و درختان متعدد در آن وجود دارد و مستحدثات آن بشرح ذیل گزارش می‌گردد: مطابق نقشه ملک دارای گیاهان و درختان مذکور بوده و بر اساس ارزش گیاهان و درختان و نیز وضعیت و قدمت، ارزش آن‌ها برآورد گردیده است. مجزا نمودن و در انتهای این مسیر مجهز به آب، برق، ساختمان‌های تعرفه شده که بصورت مسکونی وراث شادروان محمدحسن وطن‌آبادی استقرار داشته و ساختمان تعرفه شده که حداقل ۳۰ سال می‌باشد. [1202,900,1775,1056]
list-item: - یک باب مغازه نبش دهنه به مساحت ۲۱/۲۵ متر مربع [2048,892,2371,910]
paragraph: حیاط حد فاصل ساختمان موصوف و ساختمان مسکونی دو طبقه روی پیلوت (ساختمان شماره ۴) مفروش با موزائیک و در ضلع غربی آن سرویس بهداشتی با مساحت ۲/۵۰ متر مربع با نمای خارجی پلاستر سیمانکاری، سربندی صاف، دیوارهای جانبی کاشیکاری و اندود پلاستر سیمانکاری و مفروش با سرامیک احداث گردیده است. [1202,656,1775,726]
paragraph: در جمع نهایی ارزش پایه بوته‌ها، گل‌ها، درختچه‌ها، درختان و پایه‌های فلزی آلاچیق‌ها مشروحه در ردیف‌های یک الی شصت و پنج نظریه کارشناسی مجموعاً به مبلغ ۱۴/۴۰۵/۵۶۰/۰۰۰ ریال (چهارده میلیارد و چهل میلیون و پانصد و شصت هزار ریال) تقدیر و اعلام می‌گردد. [9,501,582,554]
paragraph: جانمایی اعیانی مذکور در ضلع جنوب غربی عرصه پلاک مورد ارزیابی استقرار داشته و مغازه آن با بر حدود ۳۳ متر از طرف جنوب دارای ۲ کرکره حلبی با شیشه بند فلزی به جاده رشت به فومن، پنجره‌های فلزی در اضلاع شمالی و شرقی و محوطه، درب آهنی در ضلع شرقی، دیوارهای جانبی اندود پلاستر سیمانکاری و رنگ آمیزی، ستون‌های بتنی با مصالح بنایی و گچ و سقف لمبه چوبی و در روز بازدید تعطیل لیکن ساختمان کارگران کاملاً تخریبی بوده و از سالیان گذشته مورد استفاده نبوده و تبدیل به انباری و قسمتی از آن فرسوده گردیده و ساختمان نیز به صورت ۲ اتاق و یک راهرو و آشپزخانه و فروشگاه گل و گیاه در اعیانی به شرح مذکور واقع گردیده است. [1798,1123,2371,1261]
